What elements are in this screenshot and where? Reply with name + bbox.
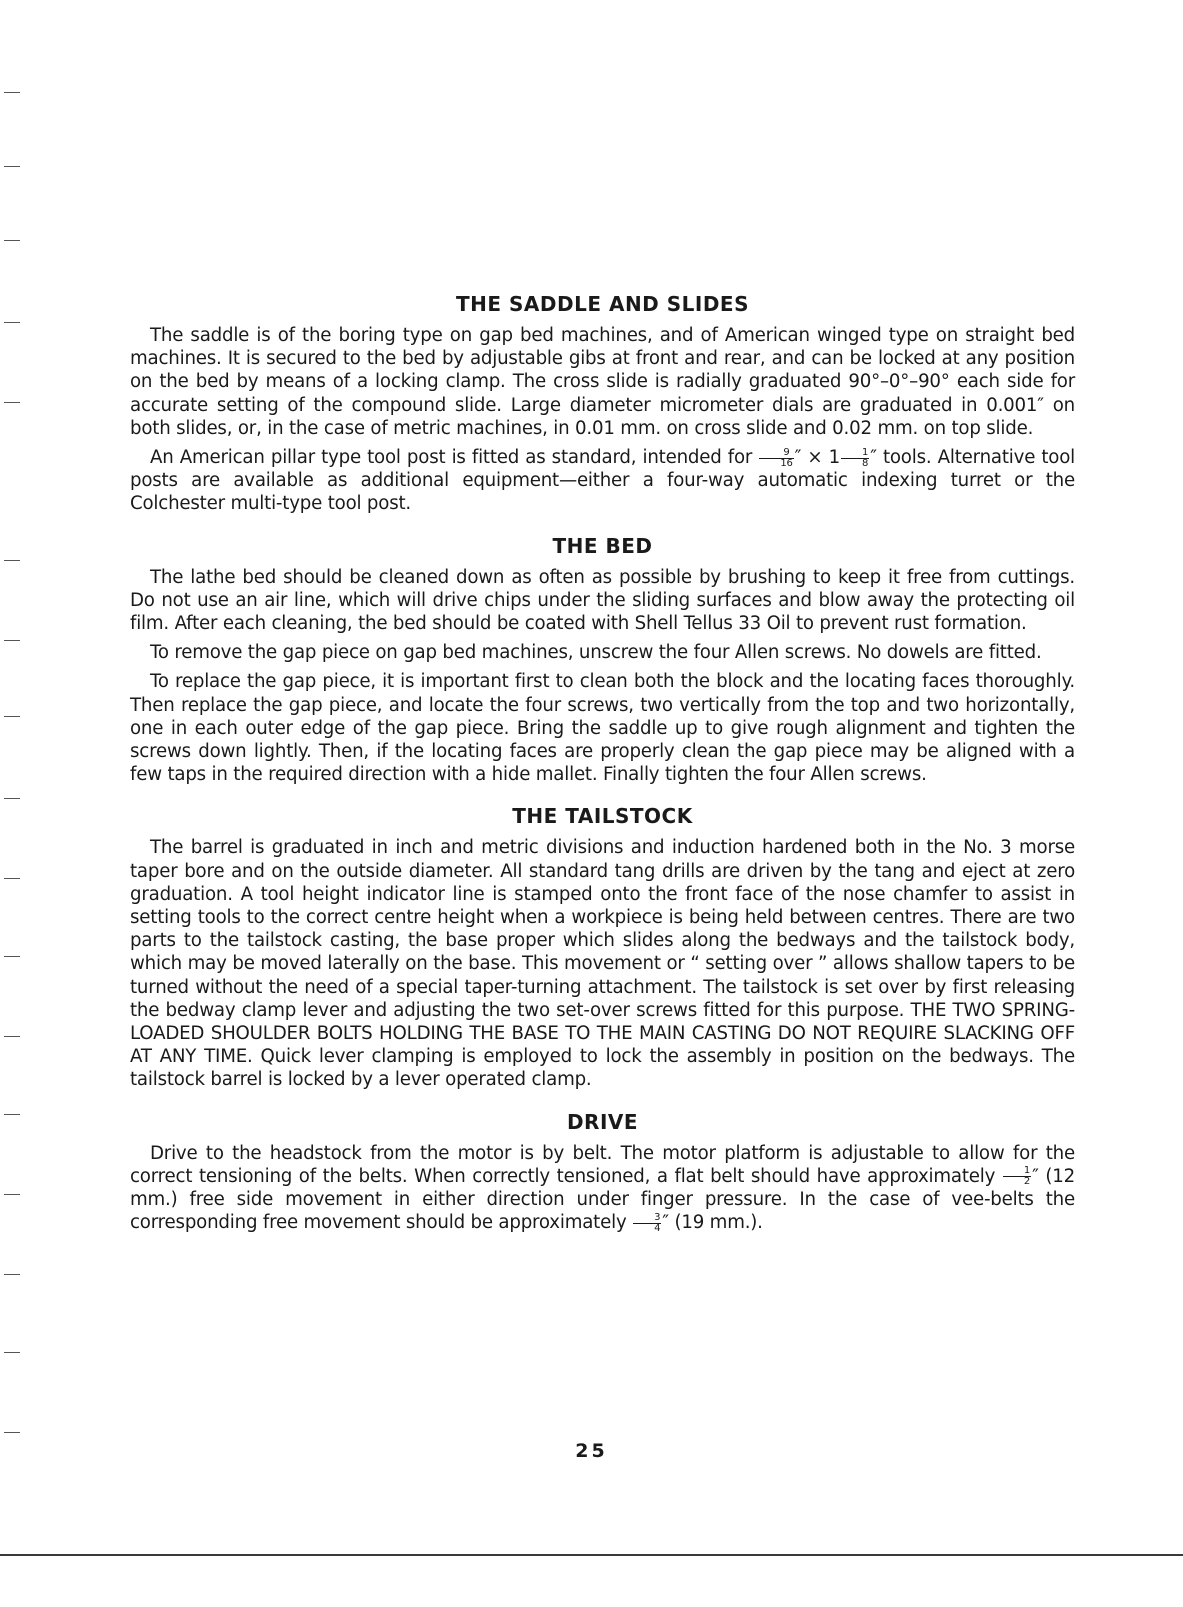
fraction <box>633 1213 661 1234</box>
margin-mark <box>4 240 20 241</box>
section-bed <box>130 528 1075 787</box>
margin-mark <box>4 322 20 323</box>
margin-mark <box>4 878 20 879</box>
fraction-numerator: 1 <box>1003 1166 1031 1177</box>
section-tailstock <box>130 798 1075 1091</box>
page-body <box>130 286 1075 1247</box>
fraction <box>759 448 793 469</box>
margin-mark <box>4 560 20 561</box>
margin-mark <box>4 1352 20 1353</box>
margin-mark <box>4 1036 20 1037</box>
paragraph-text: ″ (12 mm.) free side movement in either direction under finger pressure. In the case of vee-belts the corresponding free movement should be approximately <box>130 1165 1075 1234</box>
margin-mark <box>4 166 20 167</box>
margin-mark <box>4 1274 20 1275</box>
margin-mark <box>4 798 20 799</box>
fraction-denominator: 4 <box>654 1222 661 1234</box>
margin-mark <box>4 1114 20 1115</box>
fraction-numerator: 9 <box>759 448 793 459</box>
margin-mark <box>4 640 20 641</box>
fraction-numerator: 3 <box>633 1213 661 1224</box>
paragraph <box>130 446 1075 516</box>
fraction-denominator: 2 <box>1023 1176 1031 1188</box>
fraction <box>1003 1166 1031 1187</box>
paragraph-text: ″ tools. Alternative tool posts are available as additional equipment—either a four-way automatic indexing turret or the Colchester multi-type tool post. <box>130 447 1075 515</box>
heading-bed: THE BED <box>552 533 653 558</box>
paragraph: The saddle is of the boring type on gap bed machines, and of American winged type on straight bed machines. It is secured to the bed by adjustable gibs at front and rear, and can be locked at any position on the bed by means of a locking clamp. The cross slide is radially graduated 90°–0°–90° each side for accurate setting of the compound slide. Large diameter micrometer dials are graduated in 0.001″ on both slides, or, in the case of metric machines, in 0.01 mm. on cross slide and 0.02 mm. on top slide. <box>130 325 1075 439</box>
paragraph-text: Drive to the headstock from the motor is by belt. The motor platform is adjustable to allow for the correct tensioning of the belts. When correctly tensioned, a flat belt should have approximately <box>130 1142 1075 1187</box>
margin-mark <box>4 1194 20 1195</box>
paragraph-text: ″ × 1 <box>794 447 841 469</box>
section-saddle-and-slides <box>130 286 1075 516</box>
margin-mark <box>4 1432 20 1433</box>
paragraph: To remove the gap piece on gap bed machines, unscrew the four Allen screws. No dowels are fitted. <box>150 642 1042 664</box>
paragraph: The lathe bed should be cleaned down as often as possible by brushing to keep it free from cuttings. Do not use an air line, which will drive chips under the sliding surfaces and blow away the protecting oil film. After each cleaning, the bed should be coated with Shell Tellus 33 Oil to prevent rust formation. <box>130 566 1075 635</box>
fraction-denominator: 8 <box>862 457 869 469</box>
margin-mark <box>4 956 20 957</box>
margin-mark <box>4 92 20 93</box>
fraction-numerator: 1 <box>841 448 869 459</box>
heading-drive: DRIVE <box>566 1109 639 1134</box>
heading-tailstock: THE TAILSTOCK <box>512 804 693 829</box>
paragraph: The barrel is graduated in inch and metric divisions and induction hardened both in the No. 3 morse taper bore and on the outside diameter. All standard tang drills are driven by the tang and eject at zero graduation. A tool height indicator line is stamped onto the front face of the nose chamfer to assist in setting tools to the correct centre height when a workpiece is being held between centres. There are two parts to the tailstock casting, the base proper which slides along the bedways and the tailstock body, which may be moved laterally on the base. This movement or “ setting over ” allows shallow tapers to be turned without the need of a special taper-turning attachment. The tailstock is set over by first releasing the bedway clamp lever and adjusting the two set-over screws fitted for this purpose. THE TWO SPRING-LOADED SHOULDER BOLTS HOLDING THE BASE TO THE MAIN CASTING DO NOT REQUIRE SLACKING OFF AT ANY TIME. Quick lever clamping is employed to lock the assembly in position on the bedways. The tailstock barrel is locked by a lever operated clamp. <box>130 837 1075 1091</box>
heading-saddle-and-slides: THE SADDLE AND SLIDES <box>456 292 749 316</box>
paragraph <box>130 1142 1075 1235</box>
paragraph-text: ″ (19 mm.). <box>662 1212 763 1234</box>
page-number: 25 <box>575 1440 608 1462</box>
section-drive <box>130 1104 1075 1235</box>
fraction <box>841 448 869 469</box>
margin-mark <box>4 716 20 717</box>
paragraph-text: An American pillar type tool post is fitted as standard, intended for <box>150 447 753 469</box>
fraction-denominator: 16 <box>780 457 793 469</box>
margin-mark <box>4 402 20 403</box>
paragraph: To replace the gap piece, it is important first to clean both the block and the locating faces thoroughly. Then replace the gap piece, and locate the four screws, two vertically from the top and two horizontally, one in each outer edge of the gap piece. Bring the saddle up to give rough alignment and tighten the screws down lightly. Then, if the locating faces are properly clean the gap piece may be aligned with a few taps in the required direction with a hide mallet. Finally tighten the four Allen screws. <box>130 671 1075 786</box>
bottom-rule <box>0 1554 1183 1556</box>
